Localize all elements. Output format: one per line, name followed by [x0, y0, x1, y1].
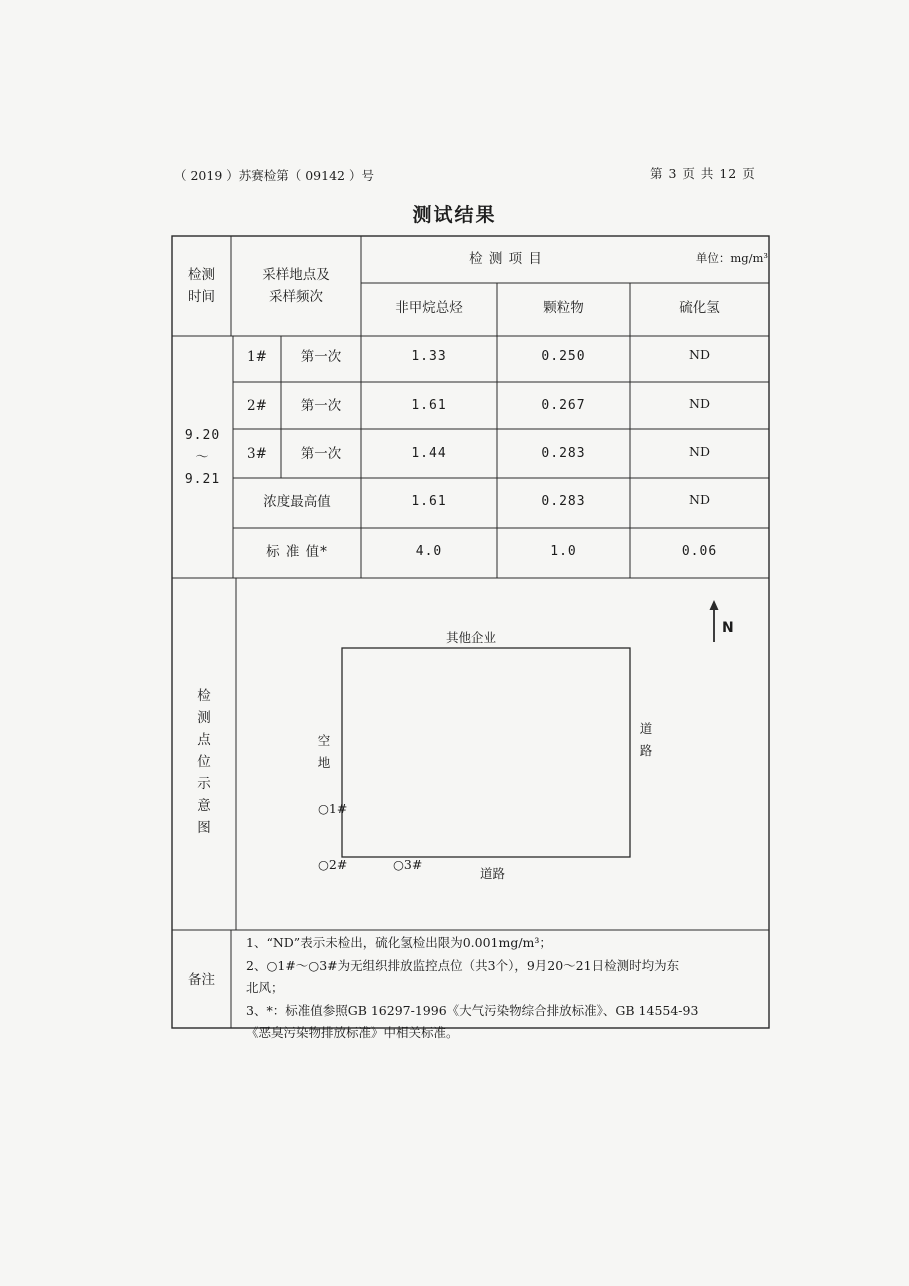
header-site	[231, 265, 361, 308]
report-number: （ 2019 ）苏赛检第（ 09142 ）号	[174, 168, 374, 183]
row1-h2s: ND	[689, 347, 710, 362]
max-h2s: ND	[689, 492, 710, 507]
max-nmhc: 1.61	[411, 494, 447, 509]
sampling-point-2: ○2#	[318, 857, 348, 872]
remarks-label: 备注	[188, 972, 215, 988]
page-title: 测试结果	[412, 204, 497, 226]
remark-line-4: 3、*：标准值参照GB 16297-1996《大气污染物综合排放标准》、GB 14554-93	[246, 1002, 699, 1018]
sampling-point-3: ○3#	[393, 857, 423, 872]
std-nmhc: 4.0	[415, 544, 443, 559]
header-site-label: 采样地点及 采样频次	[262, 267, 330, 305]
row2-point: 2#	[247, 398, 267, 414]
page-info: 第 3 页 共 12 页	[650, 166, 756, 181]
remarks-notes	[246, 932, 766, 1045]
row1-particulate: 0.250	[541, 349, 586, 364]
row2-h2s: ND	[689, 396, 710, 411]
header-items: 检 测 项 目	[469, 251, 543, 267]
remark-line-2: 2、○1#～○3#为无组织排放监控点位（共3个），9月20～21日检测时均为东	[246, 957, 680, 973]
row3-particulate: 0.283	[541, 446, 586, 461]
row1-point: 1#	[247, 349, 267, 365]
row3-nmhc: 1.44	[411, 446, 447, 461]
item-nmhc: 非甲烷总烃	[395, 300, 463, 316]
sampling-time-value: 9.20 ～ 9.21	[184, 428, 221, 487]
row1-nmhc: 1.33	[411, 349, 447, 364]
max-particulate: 0.283	[541, 494, 586, 509]
remark-line-5: 《恶臭污染物排放标准》中相关标准。	[246, 1025, 459, 1040]
sampling-point-1: ○1#	[318, 801, 348, 816]
std-row-label: 标 准 值*	[266, 544, 328, 560]
header-time-label: 检测 时间	[188, 267, 215, 305]
std-particulate: 1.0	[550, 544, 577, 559]
item-particulate: 颗粒物	[543, 300, 584, 316]
map-left-label: 空地	[317, 733, 331, 770]
sampling-time	[172, 425, 233, 491]
map-right-label: 道路	[639, 721, 653, 758]
north-label: N	[722, 620, 734, 636]
map-bottom-label: 道路	[480, 866, 506, 881]
item-h2s: 硫化氢	[679, 300, 720, 316]
row3-h2s: ND	[689, 444, 710, 459]
header-time	[172, 265, 231, 308]
unit-label: 单位：mg/m³	[695, 251, 768, 265]
remark-line-3: 北风；	[246, 980, 284, 995]
row3-freq: 第一次	[300, 446, 342, 462]
remark-line-1: 1、“ND”表示未检出，硫化氢检出限为0.001mg/m³；	[246, 935, 552, 950]
row1-freq: 第一次	[300, 349, 342, 365]
std-h2s: 0.06	[681, 544, 718, 559]
row2-freq: 第一次	[300, 398, 342, 414]
row3-point: 3#	[247, 446, 267, 462]
max-row-label: 浓度最高值	[263, 494, 331, 510]
row2-nmhc: 1.61	[411, 398, 447, 413]
map-section-label: 检测点位示意图	[197, 688, 211, 836]
row2-particulate: 0.267	[541, 398, 586, 413]
map-top-label: 其他企业	[446, 630, 497, 645]
